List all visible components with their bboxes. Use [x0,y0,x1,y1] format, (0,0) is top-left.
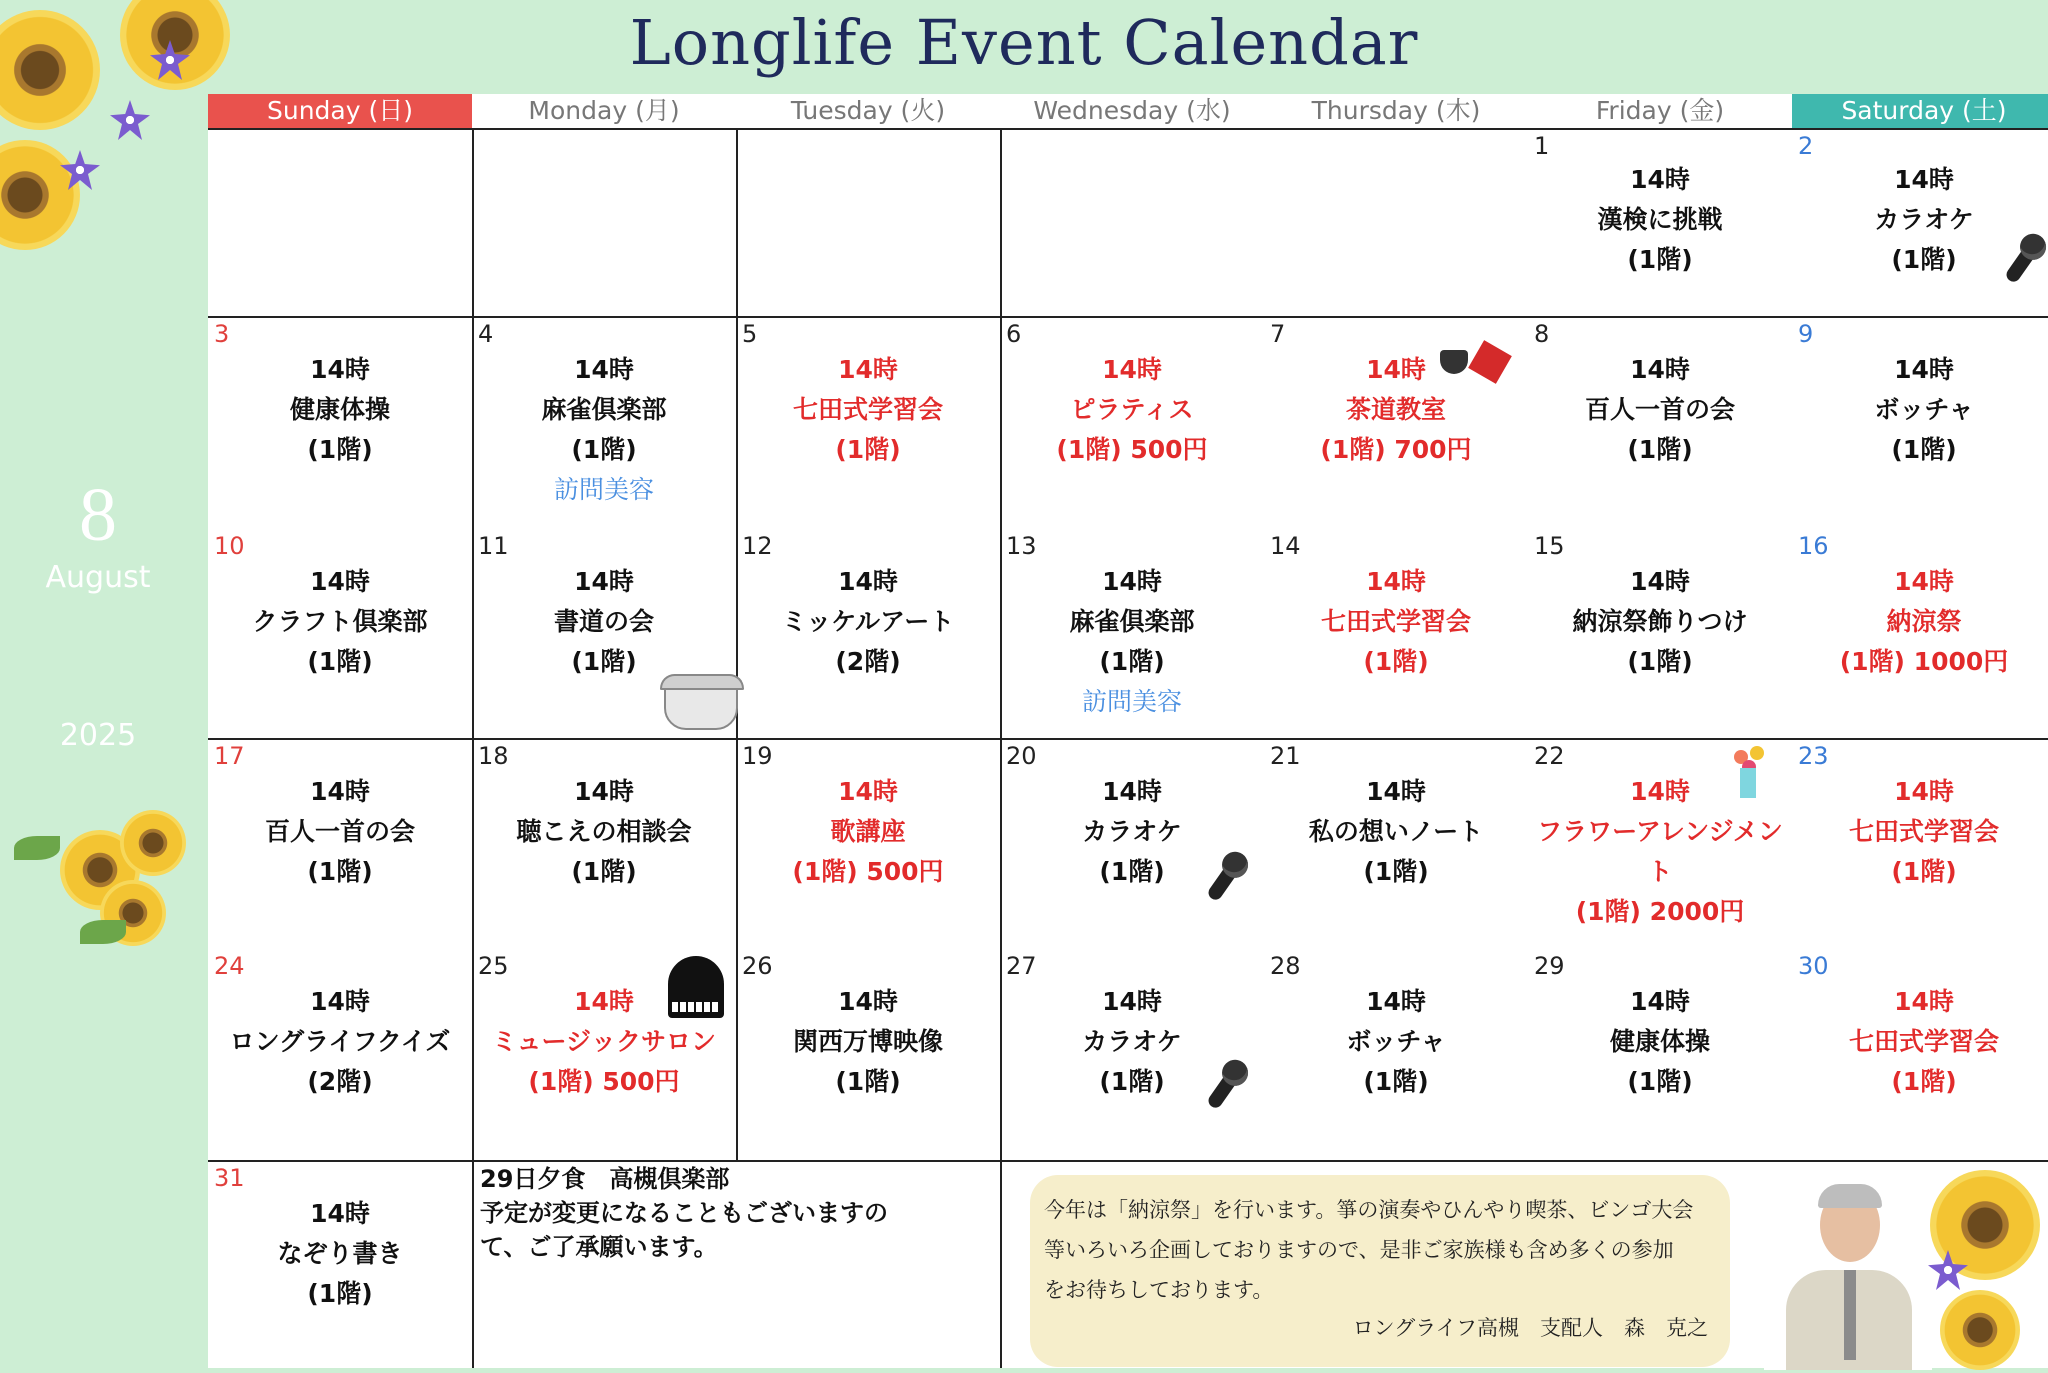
event-info [1264,562,1528,682]
event-line: 14時 [838,777,898,806]
header-tuesday: Tuesday (火) [736,94,1000,130]
event-line: (1階) [1099,647,1165,676]
calendar-title: Longlife Event Calendar [629,6,1419,79]
event-line: (1階) 2000円 [1575,897,1745,926]
event-line: 14時 [1894,777,1954,806]
event-line: 14時 [1102,987,1162,1016]
event-line: (1階) [835,435,901,464]
event-line: 私の想いノート [1308,817,1484,846]
event-info [208,1194,472,1314]
event-line: 百人一首の会 [1584,395,1735,424]
event-line: 14時 [1894,165,1954,194]
event-line: (1階) [1627,647,1693,676]
day-number: 1 [1534,132,1550,160]
event-line: 14時 [1630,567,1690,596]
day-cell-6 [1000,316,1264,528]
event-info [1792,982,2048,1102]
bellflower-icon [110,100,150,140]
event-info [208,772,472,892]
header-friday: Friday (金) [1528,94,1792,130]
event-line: 七田式学習会 [1320,607,1471,636]
event-line: 書道の会 [553,607,654,636]
event-line: カラオケ [1874,205,1974,234]
day-number: 17 [214,742,245,770]
event-line: 関西万博映像 [792,1027,943,1056]
event-line: 14時 [1366,567,1426,596]
event-info [736,562,1000,682]
event-line: (1階) [1891,245,1957,274]
event-line: 聴こえの相談会 [516,817,692,846]
event-line: (2階) [307,1067,373,1096]
tea-ceremony-icon [1440,336,1500,386]
day-cell-9 [1792,316,2048,528]
day-number: 13 [1006,532,1037,560]
event-info [472,772,736,892]
event-line: (1階) 500円 [1056,435,1208,464]
event-line: 14時 [574,355,634,384]
event-line: 14時 [1894,355,1954,384]
event-line: 七田式学習会 [792,395,943,424]
event-line: 14時 [310,355,370,384]
leaf-icon [14,836,60,860]
event-line: (1階) [835,1067,901,1096]
day-cell-20 [1000,738,1264,948]
schedule-note [480,1162,1000,1264]
sunflower-icon [120,810,186,876]
event-line: 14時 [1894,567,1954,596]
event-line: (1階) 500円 [528,1067,680,1096]
event-line: 14時 [574,987,634,1016]
event-line: (1階) 1000円 [1839,647,2009,676]
day-number: 3 [214,320,230,348]
sunflower-icon [0,140,80,250]
event-line: (1階) [1363,647,1429,676]
header-sunday: Sunday (日) [208,94,472,130]
day-cell-5 [736,316,1000,528]
event-info [1528,350,1792,470]
header-monday: Monday (月) [472,94,736,130]
day-cell-28 [1264,948,1528,1160]
event-line: なぞり書き [277,1239,403,1268]
event-line: 健康体操 [289,395,390,424]
day-cell-17 [208,738,472,948]
event-info [1792,350,2048,470]
day-number: 28 [1270,952,1301,980]
day-cell-29 [1528,948,1792,1160]
header-wednesday: Wednesday (水) [1000,94,1264,130]
event-line: 14時 [1630,987,1690,1016]
day-number: 15 [1534,532,1565,560]
day-cell-31 [208,1160,472,1370]
event-line: (1階) [1627,245,1693,274]
event-line: 茶道教室 [1345,395,1446,424]
day-number: 31 [214,1164,245,1192]
event-line: (1階) [1891,857,1957,886]
day-number: 26 [742,952,773,980]
day-number: 5 [742,320,758,348]
day-number: 30 [1798,952,1829,980]
day-cell-23 [1792,738,2048,948]
event-line: 歌講座 [830,817,906,846]
day-number: 20 [1006,742,1037,770]
day-number: 21 [1270,742,1301,770]
day-number: 2 [1798,132,1814,160]
header-thursday: Thursday (木) [1264,94,1528,130]
event-line: (1階) [1363,857,1429,886]
event-line: 14時 [310,1199,370,1228]
event-line: (1階) [1891,1067,1957,1096]
visiting-beauty-label: 訪問美容 [553,475,654,504]
day-cell-14 [1264,528,1528,738]
event-line: カラオケ [1082,817,1182,846]
day-cell-16 [1792,528,2048,738]
event-line: 14時 [838,567,898,596]
event-info [736,982,1000,1102]
day-cell-18 [472,738,736,948]
event-line: 納涼祭飾りつけ [1572,607,1748,636]
event-info [1000,562,1264,722]
side-day-number: 8 [79,473,117,557]
event-line: ボッチャ [1346,1027,1446,1056]
event-line: ミッケルアート [781,607,955,636]
event-info [1792,772,2048,892]
day-cell-27 [1000,948,1264,1160]
event-info [736,350,1000,470]
event-line: 漢検に挑戦 [1597,205,1723,234]
day-number: 23 [1798,742,1829,770]
pot-icon [664,684,738,730]
event-info [1528,982,1792,1102]
event-line: 14時 [1366,777,1426,806]
event-line: (1階) [571,435,637,464]
day-cell-24 [208,948,472,1160]
event-line: クラフト倶楽部 [252,607,428,636]
event-line: 14時 [1366,987,1426,1016]
event-line: (1階) [1363,1067,1429,1096]
event-line: 14時 [1102,355,1162,384]
day-cell-12 [736,528,1000,738]
day-number: 29 [1534,952,1565,980]
event-line: (1階) [307,1279,373,1308]
event-line: (1階) 500円 [792,857,944,886]
event-info [1000,350,1264,470]
event-info [208,350,472,470]
day-number: 24 [214,952,245,980]
event-line: 百人一首の会 [264,817,415,846]
sunflower-icon [1940,1290,2020,1370]
header-saturday: Saturday (土) [1792,94,2048,130]
event-line: 納涼祭 [1886,607,1962,636]
visiting-beauty-label: 訪問美容 [1081,687,1182,716]
day-number: 7 [1270,320,1286,348]
event-info [208,982,472,1102]
event-line: (1階) [1627,435,1693,464]
event-line: ミュージックサロン [491,1027,716,1056]
side-year: 2025 [59,718,137,753]
event-line: 14時 [1366,355,1426,384]
event-line: (1階) [307,647,373,676]
event-line: カラオケ [1082,1027,1182,1056]
day-number: 4 [478,320,494,348]
event-line: 14時 [574,567,634,596]
event-line: フラワーアレンジメント [1537,817,1783,886]
event-line: 麻雀倶楽部 [1069,607,1195,636]
event-info [1792,562,2048,682]
event-line: (1階) [307,857,373,886]
day-number: 16 [1798,532,1829,560]
day-cell-8 [1528,316,1792,528]
event-line: 七田式学習会 [1848,1027,1999,1056]
event-line: 14時 [1894,987,1954,1016]
event-line: 14時 [838,355,898,384]
day-number: 27 [1006,952,1037,980]
day-number: 6 [1006,320,1022,348]
event-line: ボッチャ [1874,395,1974,424]
piano-icon [668,956,724,1018]
event-line: (1階) [1099,857,1165,886]
event-line: 14時 [310,567,370,596]
event-line: ピラティス [1070,395,1194,424]
event-line: (1階) [1627,1067,1693,1096]
event-line: ロングライフクイズ [229,1027,451,1056]
event-line: 14時 [310,987,370,1016]
event-line: 健康体操 [1609,1027,1710,1056]
day-cell-15 [1528,528,1792,738]
flower-vase-icon [1728,746,1768,796]
day-cell-10 [208,528,472,738]
note-line: て、ご了承願います。 [480,1233,718,1261]
event-line: 14時 [310,777,370,806]
note-line: 29日夕食 高槻倶楽部 [480,1165,730,1193]
event-line: (1階) [571,647,637,676]
day-cell-13 [1000,528,1264,738]
day-cell-26 [736,948,1000,1160]
manager-signature: ロングライフ高槻 支配人 森 克之 [1352,1316,1708,1340]
day-number: 18 [478,742,509,770]
event-info [1264,772,1528,892]
day-cell-3 [208,316,472,528]
event-line: 14時 [838,987,898,1016]
event-info [208,562,472,682]
side-month: August [45,560,151,595]
day-number: 25 [478,952,509,980]
event-info [736,772,1000,892]
event-line: (1階) [1891,435,1957,464]
manager-photo [1764,1166,1932,1370]
day-number: 22 [1534,742,1565,770]
day-cell-30 [1792,948,2048,1160]
event-line: 14時 [1102,777,1162,806]
day-number: 8 [1534,320,1550,348]
day-number: 10 [214,532,245,560]
event-info [1528,562,1792,682]
event-info [472,562,736,682]
day-cell-1 [1528,128,1792,316]
event-line: 14時 [1102,567,1162,596]
event-info [1264,982,1528,1102]
event-line: 14時 [1630,355,1690,384]
day-number: 11 [478,532,509,560]
event-line: (1階) [307,435,373,464]
day-cell-4 [472,316,736,528]
event-line: (1階) [1099,1067,1165,1096]
event-line: 七田式学習会 [1848,817,1999,846]
day-number: 14 [1270,532,1301,560]
day-number: 19 [742,742,773,770]
event-info [472,350,736,510]
event-line: 14時 [1630,777,1690,806]
event-line: 14時 [1630,165,1690,194]
event-info [1528,160,1792,280]
event-line: (1階) 700円 [1320,435,1472,464]
event-line: (2階) [835,647,901,676]
day-number: 9 [1798,320,1814,348]
day-cell-19 [736,738,1000,948]
day-number: 12 [742,532,773,560]
note-line: 予定が変更になることもございますの [480,1199,888,1227]
event-info [1792,160,2048,280]
event-line: 14時 [574,777,634,806]
event-line: 麻雀倶楽部 [541,395,667,424]
day-cell-2 [1792,128,2048,316]
manager-message: 今年は「納涼祭」を行います。箏の演奏やひんやり喫茶、ビンゴ大会等いろいろ企画しておりますので、是非ご家族様も含め多くの参加をお待ちしております。 [1044,1198,1694,1302]
leaf-icon [80,920,126,944]
day-cell-21 [1264,738,1528,948]
event-line: (1階) [571,857,637,886]
